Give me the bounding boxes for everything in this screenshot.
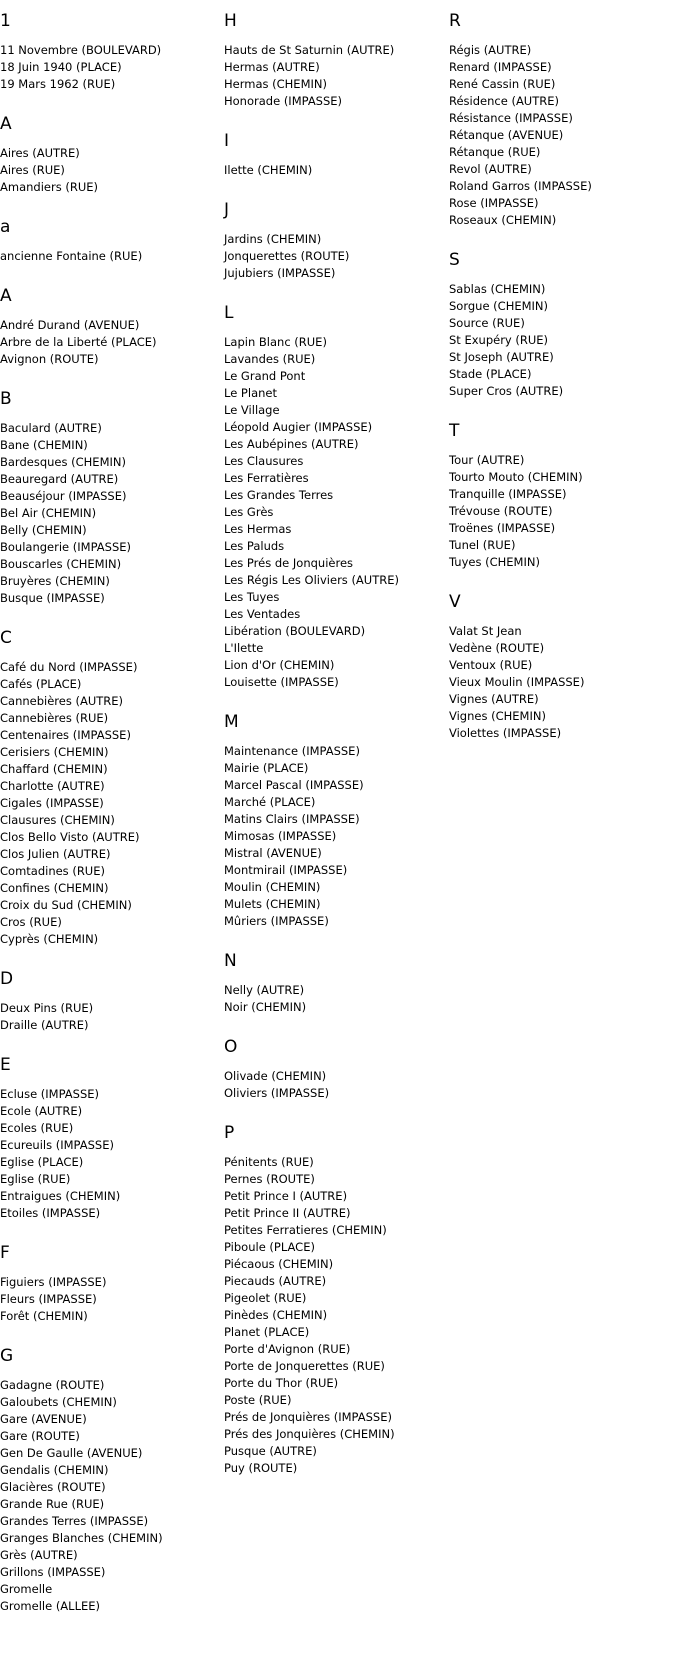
section-letter-heading: C	[0, 628, 12, 648]
street-entry: Gen De Gaulle (AVENUE)	[0, 1446, 143, 1460]
street-list	[224, 1154, 444, 1477]
letter-section	[449, 420, 669, 571]
street-entry: Pusque (AUTRE)	[224, 1444, 317, 1458]
street-entry: Petites Ferratieres (CHEMIN)	[224, 1223, 387, 1237]
street-entry: Léopold Augier (IMPASSE)	[224, 420, 373, 434]
street-entry: Les Ventades	[224, 607, 301, 621]
street-list	[224, 162, 444, 179]
street-entry: Les Hermas	[224, 522, 292, 536]
street-entry: Eglise (RUE)	[0, 1172, 71, 1186]
section-letter-heading: I	[224, 131, 230, 151]
letter-section	[224, 302, 444, 691]
street-entry: Bel Air (CHEMIN)	[0, 506, 97, 520]
street-entry: Gendalis (CHEMIN)	[0, 1463, 109, 1477]
street-entry: Deux Pins (RUE)	[0, 1001, 94, 1015]
street-entry: Olivade (CHEMIN)	[224, 1069, 327, 1083]
street-entry: Fleurs (IMPASSE)	[0, 1292, 97, 1306]
street-entry: Beauregard (AUTRE)	[0, 472, 119, 486]
street-list	[449, 623, 669, 742]
street-entry: Piboule (PLACE)	[224, 1240, 315, 1254]
section-letter-heading: F	[0, 1243, 10, 1263]
street-list	[0, 420, 220, 607]
street-entry: Cannebières (AUTRE)	[0, 694, 124, 708]
letter-section	[224, 1122, 444, 1477]
street-entry: Boulangerie (IMPASSE)	[0, 540, 131, 554]
street-entry: Moulin (CHEMIN)	[224, 880, 321, 894]
street-entry: Comtadines (RUE)	[0, 864, 105, 878]
letter-section	[0, 1345, 220, 1615]
street-entry: Résistance (IMPASSE)	[449, 111, 573, 125]
street-entry: L'Ilette	[224, 641, 264, 655]
section-spacer	[0, 1325, 220, 1345]
section-spacer	[224, 1102, 444, 1122]
street-entry: Cafés (PLACE)	[0, 677, 82, 691]
street-entry: Gare (ROUTE)	[0, 1429, 80, 1443]
letter-section	[449, 10, 669, 229]
letter-section	[224, 950, 444, 1016]
street-entry: Noir (CHEMIN)	[224, 1000, 307, 1014]
street-entry: Poste (RUE)	[224, 1393, 292, 1407]
index-column-2	[224, 10, 444, 1477]
street-entry: Gare (AVENUE)	[0, 1412, 87, 1426]
street-entry: Piécaous (CHEMIN)	[224, 1257, 334, 1271]
street-list	[224, 334, 444, 691]
street-entry: Prés de Jonquières (IMPASSE)	[224, 1410, 392, 1424]
street-entry: Les Grès	[224, 505, 274, 519]
street-entry: Super Cros (AUTRE)	[449, 384, 564, 398]
section-letter-heading: H	[224, 11, 237, 31]
street-entry: ancienne Fontaine (RUE)	[0, 249, 143, 263]
section-spacer	[0, 1222, 220, 1242]
street-entry: Les Grandes Terres	[224, 488, 334, 502]
street-entry: Tour (AUTRE)	[449, 453, 525, 467]
street-list	[0, 317, 220, 368]
street-entry: Bruyères (CHEMIN)	[0, 574, 110, 588]
street-entry: Mistral (AVENUE)	[224, 846, 322, 860]
street-entry: Busque (IMPASSE)	[0, 591, 105, 605]
section-spacer	[0, 368, 220, 388]
section-letter-heading: D	[0, 969, 14, 989]
street-entry: Planet (PLACE)	[224, 1325, 310, 1339]
street-entry: Prés des Jonquières (CHEMIN)	[224, 1427, 395, 1441]
letter-section	[224, 1036, 444, 1102]
letter-section	[224, 10, 444, 110]
street-entry: Draille (AUTRE)	[0, 1018, 89, 1032]
street-entry: Sorgue (CHEMIN)	[449, 299, 549, 313]
section-spacer	[0, 607, 220, 627]
street-entry: Galoubets (CHEMIN)	[0, 1395, 117, 1409]
street-entry: Jardins (CHEMIN)	[224, 232, 322, 246]
street-entry: Vignes (CHEMIN)	[449, 709, 546, 723]
street-entry: Croix du Sud (CHEMIN)	[0, 898, 132, 912]
section-letter-heading: G	[0, 1346, 14, 1366]
street-entry: Figuiers (IMPASSE)	[0, 1275, 107, 1289]
street-entry: Libération (BOULEVARD)	[224, 624, 366, 638]
street-entry: Marcel Pascal (IMPASSE)	[224, 778, 364, 792]
street-list	[449, 452, 669, 571]
street-entry: Petit Prince II (AUTRE)	[224, 1206, 351, 1220]
street-entry: Les Régis Les Oliviers (AUTRE)	[224, 573, 399, 587]
street-entry: Pénitents (RUE)	[224, 1155, 314, 1169]
street-entry: Ecureuils (IMPASSE)	[0, 1138, 114, 1152]
street-list	[0, 1377, 220, 1615]
section-letter-heading: A	[0, 114, 12, 134]
letter-section	[224, 711, 444, 930]
street-entry: Trévouse (ROUTE)	[449, 504, 553, 518]
section-spacer	[449, 571, 669, 591]
street-list	[224, 42, 444, 110]
street-list	[0, 1000, 220, 1034]
street-entry: Porte d'Avignon (RUE)	[224, 1342, 351, 1356]
street-entry: René Cassin (RUE)	[449, 77, 556, 91]
section-letter-heading: S	[449, 250, 460, 270]
letter-section	[0, 627, 220, 948]
street-entry: Vignes (AUTRE)	[449, 692, 539, 706]
street-entry: Grillons (IMPASSE)	[0, 1565, 106, 1579]
street-entry: Etoiles (IMPASSE)	[0, 1206, 101, 1220]
street-list	[449, 281, 669, 400]
street-entry: André Durand (AVENUE)	[0, 318, 140, 332]
street-entry: Grande Rue (RUE)	[0, 1497, 105, 1511]
street-list	[224, 982, 444, 1016]
street-entry: Porte de Jonquerettes (RUE)	[224, 1359, 385, 1373]
street-entry: Rétanque (RUE)	[449, 145, 541, 159]
street-entry: Cannebières (RUE)	[0, 711, 109, 725]
section-spacer	[0, 196, 220, 216]
street-entry: Charlotte (AUTRE)	[0, 779, 105, 793]
street-entry: Roseaux (CHEMIN)	[449, 213, 557, 227]
letter-section	[224, 199, 444, 282]
street-entry: Jonquerettes (ROUTE)	[224, 249, 350, 263]
street-entry: Le Grand Pont	[224, 369, 306, 383]
street-list	[224, 231, 444, 282]
street-entry: Matins Clairs (IMPASSE)	[224, 812, 360, 826]
street-entry: Régis (AUTRE)	[449, 43, 532, 57]
street-entry: Jujubiers (IMPASSE)	[224, 266, 336, 280]
section-spacer	[0, 1034, 220, 1054]
street-list	[224, 743, 444, 930]
street-entry: Aires (AUTRE)	[0, 146, 80, 160]
section-spacer	[224, 930, 444, 950]
street-entry: Belly (CHEMIN)	[0, 523, 87, 537]
letter-section	[0, 216, 220, 265]
index-column-3	[449, 10, 669, 742]
street-entry: Mimosas (IMPASSE)	[224, 829, 337, 843]
street-entry: Renard (IMPASSE)	[449, 60, 552, 74]
street-entry: Hermas (CHEMIN)	[224, 77, 327, 91]
street-entry: Arbre de la Liberté (PLACE)	[0, 335, 157, 349]
section-letter-heading: N	[224, 951, 237, 971]
street-list	[224, 1068, 444, 1102]
section-letter-heading: P	[224, 1123, 235, 1143]
section-letter-heading: E	[0, 1055, 11, 1075]
street-entry: Grandes Terres (IMPASSE)	[0, 1514, 149, 1528]
street-entry: Bardesques (CHEMIN)	[0, 455, 126, 469]
street-entry: Les Aubépines (AUTRE)	[224, 437, 359, 451]
section-spacer	[0, 93, 220, 113]
street-entry: Beauséjour (IMPASSE)	[0, 489, 127, 503]
street-entry: Résidence (AUTRE)	[449, 94, 559, 108]
section-spacer	[449, 229, 669, 249]
street-entry: Louisette (IMPASSE)	[224, 675, 339, 689]
section-letter-heading: O	[224, 1037, 238, 1057]
street-entry: Violettes (IMPASSE)	[449, 726, 562, 740]
street-entry: Hauts de St Saturnin (AUTRE)	[224, 43, 395, 57]
street-entry: Maintenance (IMPASSE)	[224, 744, 360, 758]
street-entry: Mairie (PLACE)	[224, 761, 309, 775]
street-entry: Valat St Jean	[449, 624, 522, 638]
street-entry: Ventoux (RUE)	[449, 658, 533, 672]
section-letter-heading: 1	[0, 11, 11, 31]
street-list	[0, 248, 220, 265]
street-entry: Le Planet	[224, 386, 277, 400]
street-entry: Tuyes (CHEMIN)	[449, 555, 540, 569]
letter-section	[224, 130, 444, 179]
letter-section	[0, 285, 220, 368]
street-entry: Baculard (AUTRE)	[0, 421, 102, 435]
street-entry: Piecauds (AUTRE)	[224, 1274, 327, 1288]
street-entry: Les Clausures	[224, 454, 304, 468]
street-entry: Lapin Blanc (RUE)	[224, 335, 327, 349]
section-letter-heading: a	[0, 217, 11, 237]
street-entry: Avignon (ROUTE)	[0, 352, 99, 366]
street-entry: Glacières (ROUTE)	[0, 1480, 106, 1494]
street-entry: Oliviers (IMPASSE)	[224, 1086, 330, 1100]
letter-section	[449, 591, 669, 742]
street-entry: Forêt (CHEMIN)	[0, 1309, 88, 1323]
section-spacer	[224, 691, 444, 711]
street-entry: Lion d'Or (CHEMIN)	[224, 658, 335, 672]
street-entry: Cyprès (CHEMIN)	[0, 932, 99, 946]
street-list	[0, 1274, 220, 1325]
street-list	[0, 1086, 220, 1222]
street-entry: Revol (AUTRE)	[449, 162, 532, 176]
street-entry: Porte du Thor (RUE)	[224, 1376, 339, 1390]
street-list	[449, 42, 669, 229]
street-entry: Tranquille (IMPASSE)	[449, 487, 567, 501]
street-entry: Nelly (AUTRE)	[224, 983, 305, 997]
street-entry: Honorade (IMPASSE)	[224, 94, 343, 108]
street-entry: Rétanque (AVENUE)	[449, 128, 564, 142]
index-column-1	[0, 10, 220, 1615]
street-entry: 11 Novembre (BOULEVARD)	[0, 43, 162, 57]
street-entry: Les Paluds	[224, 539, 285, 553]
section-letter-heading: J	[224, 200, 230, 220]
street-list	[0, 659, 220, 948]
street-entry: Ecoles (RUE)	[0, 1121, 74, 1135]
street-entry: Pernes (ROUTE)	[224, 1172, 315, 1186]
street-entry: Marché (PLACE)	[224, 795, 316, 809]
section-spacer	[224, 179, 444, 199]
street-entry: Granges Blanches (CHEMIN)	[0, 1531, 163, 1545]
street-entry: Troënes (IMPASSE)	[449, 521, 556, 535]
street-entry: Gromelle (ALLEE)	[0, 1599, 101, 1613]
street-entry: Clos Bello Visto (AUTRE)	[0, 830, 140, 844]
letter-section	[0, 113, 220, 196]
street-entry: Eglise (PLACE)	[0, 1155, 84, 1169]
letter-section	[0, 968, 220, 1034]
street-entry: Centenaires (IMPASSE)	[0, 728, 131, 742]
section-letter-heading: V	[449, 592, 461, 612]
section-letter-heading: A	[0, 286, 12, 306]
street-entry: Grès (AUTRE)	[0, 1548, 78, 1562]
street-entry: Gadagne (ROUTE)	[0, 1378, 105, 1392]
street-entry: Vieux Moulin (IMPASSE)	[449, 675, 585, 689]
street-entry: Source (RUE)	[449, 316, 525, 330]
section-letter-heading: T	[449, 421, 460, 441]
section-letter-heading: R	[449, 11, 461, 31]
street-entry: Les Prés de Jonquières	[224, 556, 354, 570]
street-entry: Pinèdes (CHEMIN)	[224, 1308, 328, 1322]
street-entry: Mulets (CHEMIN)	[224, 897, 321, 911]
letter-section	[0, 10, 220, 93]
street-entry: St Joseph (AUTRE)	[449, 350, 554, 364]
street-entry: Confines (CHEMIN)	[0, 881, 109, 895]
street-entry: Cigales (IMPASSE)	[0, 796, 104, 810]
section-spacer	[0, 265, 220, 285]
street-entry: Rose (IMPASSE)	[449, 196, 539, 210]
street-entry: Amandiers (RUE)	[0, 180, 98, 194]
street-list	[0, 145, 220, 196]
section-letter-heading: L	[224, 303, 234, 323]
street-entry: Pigeolet (RUE)	[224, 1291, 307, 1305]
section-letter-heading: M	[224, 712, 239, 732]
street-entry: Ilette (CHEMIN)	[224, 163, 313, 177]
letter-section	[0, 388, 220, 607]
section-spacer	[224, 1016, 444, 1036]
street-entry: Cros (RUE)	[0, 915, 62, 929]
letter-section	[0, 1242, 220, 1325]
street-entry: Bane (CHEMIN)	[0, 438, 88, 452]
street-entry: Aires (RUE)	[0, 163, 65, 177]
street-entry: Entraigues (CHEMIN)	[0, 1189, 121, 1203]
street-entry: 18 Juin 1940 (PLACE)	[0, 60, 122, 74]
street-entry: Tunel (RUE)	[449, 538, 516, 552]
street-entry: St Exupéry (RUE)	[449, 333, 549, 347]
street-entry: Ecluse (IMPASSE)	[0, 1087, 100, 1101]
street-entry: Les Ferratières	[224, 471, 309, 485]
section-spacer	[224, 282, 444, 302]
section-spacer	[449, 400, 669, 420]
street-entry: Bouscarles (CHEMIN)	[0, 557, 122, 571]
street-entry: Les Tuyes	[224, 590, 280, 604]
letter-section	[449, 249, 669, 400]
street-entry: Montmirail (IMPASSE)	[224, 863, 348, 877]
street-entry: Clos Julien (AUTRE)	[0, 847, 111, 861]
street-entry: Petit Prince I (AUTRE)	[224, 1189, 348, 1203]
street-entry: Ecole (AUTRE)	[0, 1104, 83, 1118]
street-list	[0, 42, 220, 93]
street-entry: Vedène (ROUTE)	[449, 641, 545, 655]
street-entry: Le Village	[224, 403, 280, 417]
street-entry: Café du Nord (IMPASSE)	[0, 660, 138, 674]
street-entry: Tourto Mouto (CHEMIN)	[449, 470, 583, 484]
street-entry: Mûriers (IMPASSE)	[224, 914, 329, 928]
street-entry: Chaffard (CHEMIN)	[0, 762, 108, 776]
street-entry: 19 Mars 1962 (RUE)	[0, 77, 116, 91]
section-spacer	[224, 110, 444, 130]
section-spacer	[0, 948, 220, 968]
street-entry: Clausures (CHEMIN)	[0, 813, 115, 827]
street-entry: Roland Garros (IMPASSE)	[449, 179, 592, 193]
section-letter-heading: B	[0, 389, 12, 409]
street-entry: Gromelle	[0, 1582, 53, 1596]
street-entry: Stade (PLACE)	[449, 367, 532, 381]
street-entry: Lavandes (RUE)	[224, 352, 316, 366]
street-entry: Sablas (CHEMIN)	[449, 282, 546, 296]
letter-section	[0, 1054, 220, 1222]
street-entry: Hermas (AUTRE)	[224, 60, 320, 74]
street-entry: Cerisiers (CHEMIN)	[0, 745, 109, 759]
street-entry: Puy (ROUTE)	[224, 1461, 298, 1475]
